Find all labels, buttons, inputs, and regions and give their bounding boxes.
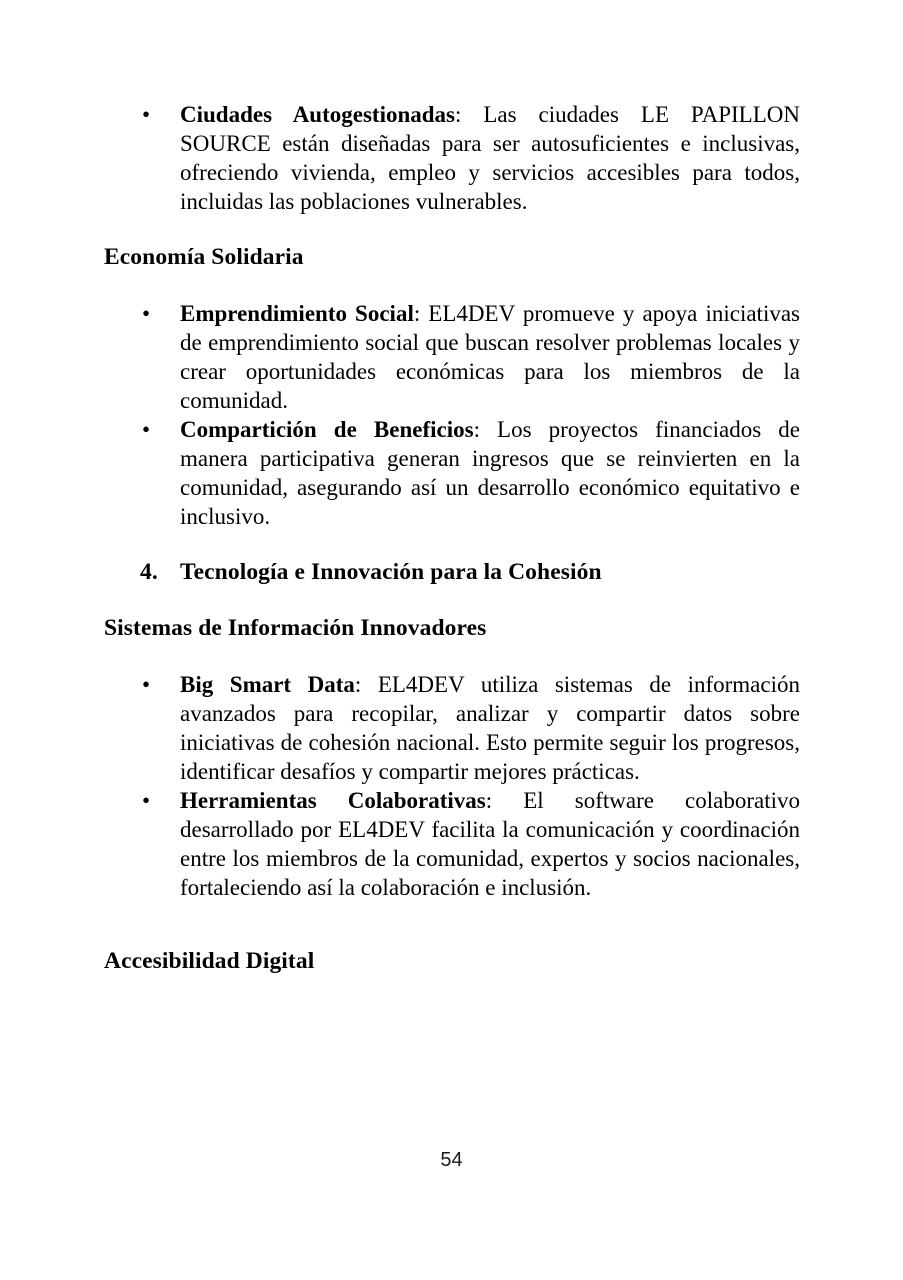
spacer (104, 531, 800, 558)
list-item-text (180, 100, 800, 216)
list-item-body: : Los proyectos financiados de manera participativa generan ingresos que se reinvierten en la comunidad, asegurando así un desarrollo económico equitativo e inclusivo. (180, 417, 800, 529)
list-item-lead: Big Smart Data (180, 672, 355, 697)
list-item-text (180, 415, 800, 531)
spacer (104, 902, 800, 947)
spacer (104, 587, 800, 614)
list-item-lead: Emprendimiento Social (180, 301, 414, 326)
section-heading: Accesibilidad Digital (104, 948, 315, 974)
spacer (104, 272, 800, 299)
bullet-icon: • (142, 417, 151, 442)
page-number: 54 (440, 1149, 463, 1171)
spacer (104, 643, 800, 670)
bullet-list (104, 299, 800, 531)
list-item-body: : Las ciudades LE PAPILLON SOURCE están diseñadas para ser autosuficientes e inclusivas, ofreciendo vivienda, empleo y servicios accesibles para todos, incluidas las poblaciones vulnerables. (180, 102, 800, 214)
bullet-list (104, 670, 800, 902)
section-heading: Sistemas de Información Innovadores (104, 615, 487, 641)
list-item-body: : EL4DEV promueve y apoya iniciativas de emprendimiento social que buscan resolver problemas locales y crear oportunidades económicas para los miembros de la comunidad. (180, 301, 800, 413)
page-content (104, 100, 800, 976)
spacer (104, 216, 800, 243)
bullet-icon: • (142, 788, 151, 813)
list-item (104, 100, 800, 216)
list-item (104, 415, 800, 531)
heading-number: 4. (140, 559, 158, 585)
list-item (104, 670, 800, 786)
list-item (104, 786, 800, 902)
bullet-icon: • (142, 301, 151, 326)
list-item (104, 299, 800, 415)
list-item-lead: Compartición de Beneficios (180, 417, 474, 442)
bullet-list (104, 100, 800, 216)
list-item-lead: Herramientas Colaborativas (180, 788, 486, 813)
numbered-section-heading (104, 558, 800, 587)
section-heading: Economía Solidaria (104, 244, 304, 270)
list-item-lead: Ciudades Autogestionadas (180, 102, 456, 127)
list-item-text (180, 670, 800, 786)
list-item-text (180, 299, 800, 415)
heading-text: Tecnología e Innovación para la Cohesión (180, 559, 602, 585)
list-item-body: : EL4DEV utiliza sistemas de información avanzados para recopilar, analizar y compartir datos sobre iniciativas de cohesión nacional. Esto permite seguir los progresos, identificar desafíos y compartir mejores prácticas. (180, 672, 800, 784)
bullet-icon: • (142, 102, 151, 127)
list-item-body: : El software colaborativo desarrollado por EL4DEV facilita la comunicación y coordinación entre los miembros de la comunidad, expertos y socios nacionales, fortaleciendo así la colaboración e inclusión. (180, 788, 800, 900)
list-item-text (180, 786, 800, 902)
bullet-icon: • (142, 672, 151, 697)
